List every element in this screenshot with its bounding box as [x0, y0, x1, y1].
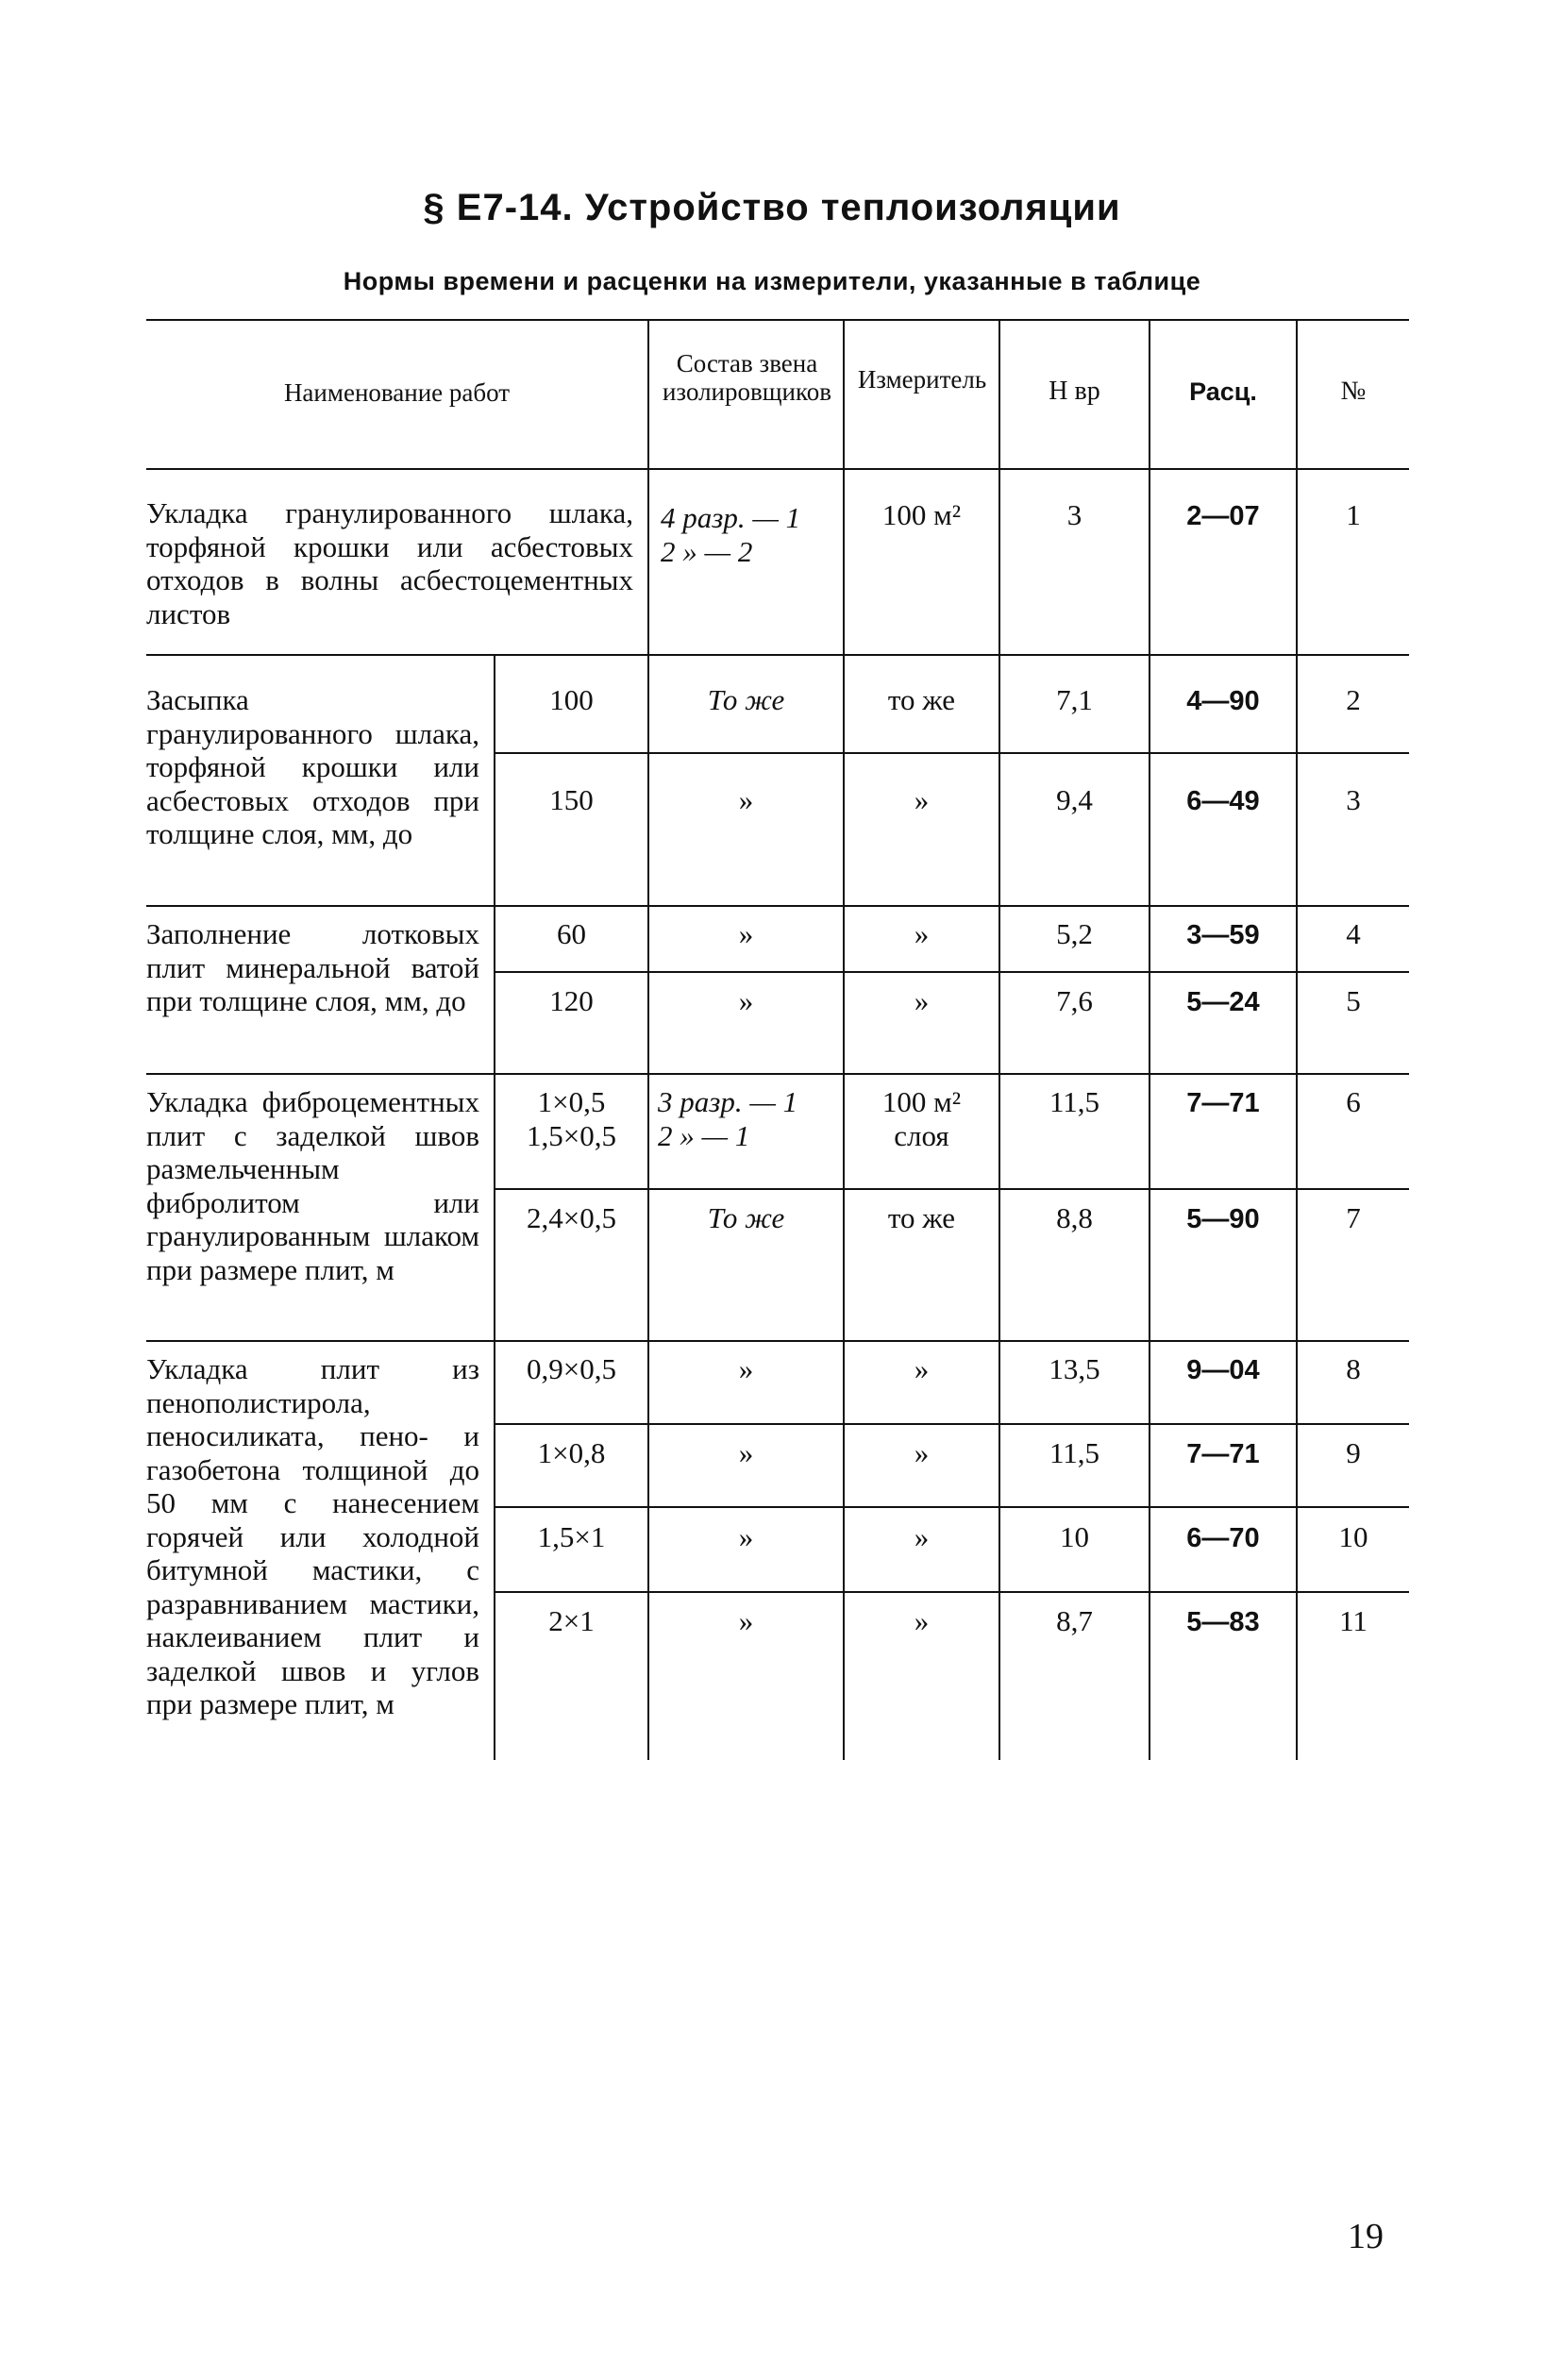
- unit-cell: »: [914, 1520, 930, 1553]
- rate-cell: 9—04: [1186, 1355, 1260, 1385]
- row-number: 1: [1346, 498, 1361, 531]
- param-cell: 100: [549, 683, 594, 716]
- param-cell: 2×1: [548, 1604, 595, 1637]
- crew-line: 2 » — 2: [661, 535, 753, 568]
- unit-cell: »: [914, 783, 930, 816]
- hvr-cell: 10: [1060, 1520, 1089, 1553]
- param-cell: 1,5×0,5: [527, 1119, 616, 1152]
- crew-cell: То же: [707, 1201, 785, 1234]
- param-cell: 120: [549, 984, 594, 1017]
- rate-cell: 5—83: [1186, 1607, 1260, 1637]
- crew-cell: »: [738, 984, 754, 1017]
- hvr-cell: 9,4: [1056, 783, 1093, 816]
- param-cell: 60: [557, 917, 586, 950]
- header-num: №: [1340, 377, 1367, 406]
- section-title: § Е7-14. Устройство теплоизоляции: [423, 187, 1121, 228]
- unit-cell: »: [914, 984, 930, 1017]
- rate-cell: 7—71: [1186, 1439, 1260, 1469]
- unit-cell: 100 м²: [881, 498, 962, 531]
- row-number: 4: [1346, 917, 1361, 950]
- rate-cell: 4—90: [1186, 686, 1260, 716]
- row-number: 11: [1339, 1604, 1368, 1637]
- table-caption: Нормы времени и расценки на измерители, указанные в таблице: [343, 267, 1201, 295]
- crew-cell: »: [738, 917, 754, 950]
- unit-cell: »: [914, 1436, 930, 1469]
- rate-cell: 3—59: [1186, 920, 1260, 950]
- header-name: Наименование работ: [283, 378, 511, 407]
- rate-cell: 6—70: [1186, 1523, 1260, 1553]
- param-cell: 1,5×1: [537, 1520, 606, 1553]
- unit-cell: то же: [887, 683, 956, 716]
- header-crew: Состав звена изолировщиков: [662, 349, 831, 406]
- rate-cell: 5—24: [1186, 987, 1260, 1017]
- hvr-cell: 11,5: [1049, 1436, 1100, 1469]
- hvr-cell: 7,6: [1056, 984, 1093, 1017]
- hvr-cell: 3: [1066, 498, 1082, 531]
- unit-cell: то же: [887, 1201, 956, 1234]
- crew-cell: »: [738, 1436, 754, 1469]
- crew-line: 3 разр. — 1: [658, 1085, 798, 1118]
- row-number: 3: [1346, 783, 1361, 816]
- rate-cell: 2—07: [1186, 501, 1260, 531]
- row-number: 6: [1346, 1085, 1361, 1118]
- work-description: Засыпка гранулированного шлака, торфяной крошки или асбестовых отходов при толщине слоя, мм, до: [146, 683, 479, 850]
- row-number: 8: [1346, 1352, 1361, 1385]
- rate-cell: 6—49: [1186, 786, 1260, 816]
- work-description: Укладка фиброцементных плит с заделкой швов размельченным фибролитом или гранулированным шлаком при размере плит, м: [146, 1085, 479, 1286]
- rate-cell: 5—90: [1186, 1204, 1260, 1234]
- header-rate: Расц.: [1189, 377, 1257, 406]
- row-number: 9: [1346, 1436, 1361, 1469]
- param-cell: 0,9×0,5: [527, 1352, 616, 1385]
- param-cell: 1×0,5: [537, 1085, 606, 1118]
- header-unit: Измеритель: [857, 365, 987, 394]
- unit-cell: 100 м²: [881, 1085, 962, 1118]
- crew-cell: »: [738, 1604, 754, 1637]
- row-number: 2: [1346, 683, 1361, 716]
- rate-cell: 7—71: [1186, 1088, 1260, 1118]
- unit-cell: »: [914, 1352, 930, 1385]
- crew-cell: »: [738, 783, 754, 816]
- work-description: Укладка гранулированного шлака, торфяной крошки или асбестовых отходов в волны асбестоцементных листов: [146, 496, 633, 630]
- row-number: 10: [1338, 1520, 1368, 1553]
- crew-line: 4 разр. — 1: [661, 501, 801, 534]
- row-number: 7: [1346, 1201, 1361, 1234]
- hvr-cell: 7,1: [1056, 683, 1093, 716]
- header-hvr: Н вр: [1049, 377, 1100, 406]
- param-cell: 150: [549, 783, 594, 816]
- work-description: Укладка плит из пенополистирола, пеносиликата, пено- и газобетона толщиной до 50 мм с нанесением горячей или холодной битумной мастики, с разравниванием мастики, наклеиванием плит и заделкой швов и углов при размере плит, м: [146, 1352, 479, 1720]
- crew-cell: »: [738, 1352, 754, 1385]
- hvr-cell: 5,2: [1056, 917, 1093, 950]
- hvr-cell: 8,7: [1056, 1604, 1093, 1637]
- row-number: 5: [1346, 984, 1361, 1017]
- work-description: Заполнение лотковых плит минеральной ватой при толщине слоя, мм, до: [146, 917, 479, 1017]
- param-cell: 1×0,8: [537, 1436, 606, 1469]
- crew-line: 2 » — 1: [658, 1119, 750, 1152]
- page-number: 19: [1348, 2217, 1384, 2256]
- crew-cell: То же: [707, 683, 785, 716]
- hvr-cell: 13,5: [1049, 1352, 1100, 1385]
- unit-cell: »: [914, 1604, 930, 1637]
- param-cell: 2,4×0,5: [527, 1201, 616, 1234]
- hvr-cell: 11,5: [1049, 1085, 1100, 1118]
- unit-cell: »: [914, 917, 930, 950]
- unit-cell: слоя: [894, 1119, 949, 1152]
- hvr-cell: 8,8: [1056, 1201, 1093, 1234]
- crew-cell: »: [738, 1520, 754, 1553]
